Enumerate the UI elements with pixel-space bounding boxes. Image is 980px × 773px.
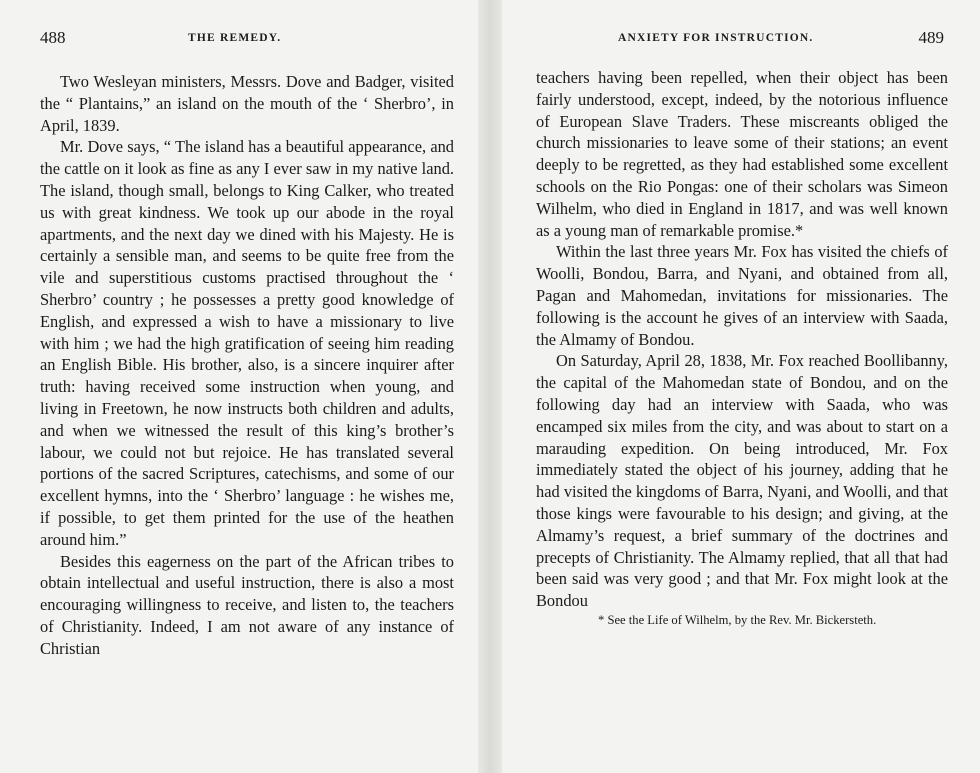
book-gutter xyxy=(478,0,502,773)
left-running-title: THE REMEDY. xyxy=(188,32,282,44)
left-body-text xyxy=(40,71,454,660)
left-page xyxy=(0,0,478,773)
right-paragraph-2: Within the last three years Mr. Fox has visited the chiefs of Woolli, Bondou, Barra, and Nyani, and obtained from all, Pagan and Mahomedan, invitations for missionaries. The following is the account he gives of an interview with Saada, the Almamy of Bondou. xyxy=(536,242,948,349)
right-running-head xyxy=(524,28,944,54)
right-page-number: 489 xyxy=(918,28,944,47)
right-running-title: ANXIETY FOR INSTRUCTION. xyxy=(618,32,814,44)
left-paragraph-1: Two Wesleyan ministers, Messrs. Dove and Badger, visited the “ Plantains,” an island on the mouth of the ‘ Sherbro’, in April, 1839. xyxy=(40,72,454,135)
right-paragraph-3: On Saturday, April 28, 1838, Mr. Fox reached Boollibanny, the capital of the Mahomedan state of Bondou, and on the following day had an interview with Saada, who was encamped six miles from the city, and was about to start on a marauding expedition. On being introduced, Mr. Fox immediately stated the object of his journey, adding that he had visited the kingdoms of Barra, Nyani, and Woolli, and that those kings were favourable to his design; and giving, at the Almamy’s request, a brief summary of the doctrines and precepts of Christianity. The Almamy replied, that all that had been said was very good ; and that Mr. Fox might look at the Bondou xyxy=(536,351,948,611)
footnote: * See the Life of Wilhelm, by the Rev. Mr. Bickersteth. xyxy=(598,612,877,627)
left-paragraph-3: Besides this eagerness on the part of the African tribes to obtain intellectual and useful instruction, there is also a most encouraging willingness to receive, and listen to, the teachers of Christianity. Indeed, I am not aware of any instance of Christian xyxy=(40,551,454,658)
left-page-number: 488 xyxy=(40,28,66,47)
left-running-head xyxy=(40,28,454,54)
right-paragraph-1: teachers having been repelled, when their object has been fairly understood, except, indeed, by the notorious influence of European Slave Traders. These miscreants obliged the church missionaries to leave some of their stations; an event deeply to be regretted, as they had established some excellent schools on the Rio Pongas: one of their scholars was Simeon Wilhelm, who died in England in 1817, and was well known as a young man of remarkable promise.* xyxy=(536,68,948,240)
right-page xyxy=(502,0,980,773)
left-paragraph-2: Mr. Dove says, “ The island has a beautiful appearance, and the cattle on it look as fine as any I ever saw in my native land. The island, though small, belongs to King Calker, who treated us with great kindness. We took up our abode in the royal apartments, and the next day we dined with his Majesty. He is certainly a sensible man, and seems to be quite free from the vile and superstitious customs practised throughout the ‘ Sherbro’ country ; he possesses a pretty good knowledge of English, and expressed a wish to have a missionary to live with him ; we had the high gratification of seeing him reading an English Bible. His brother, also, is a sincere inquirer after truth: having received some instruction when young, and living in Freetown, he now instructs both children and adults, and when we witnessed the result of this king’s brother’s labour, we could not but rejoice. He has translated several portions of the sacred Scriptures, catechisms, and some of our excellent hymns, into the ‘ Sherbro’ language : he wishes me, if possible, to get them printed for the use of the heathen around him.” xyxy=(40,137,454,549)
right-body-text xyxy=(536,67,948,628)
